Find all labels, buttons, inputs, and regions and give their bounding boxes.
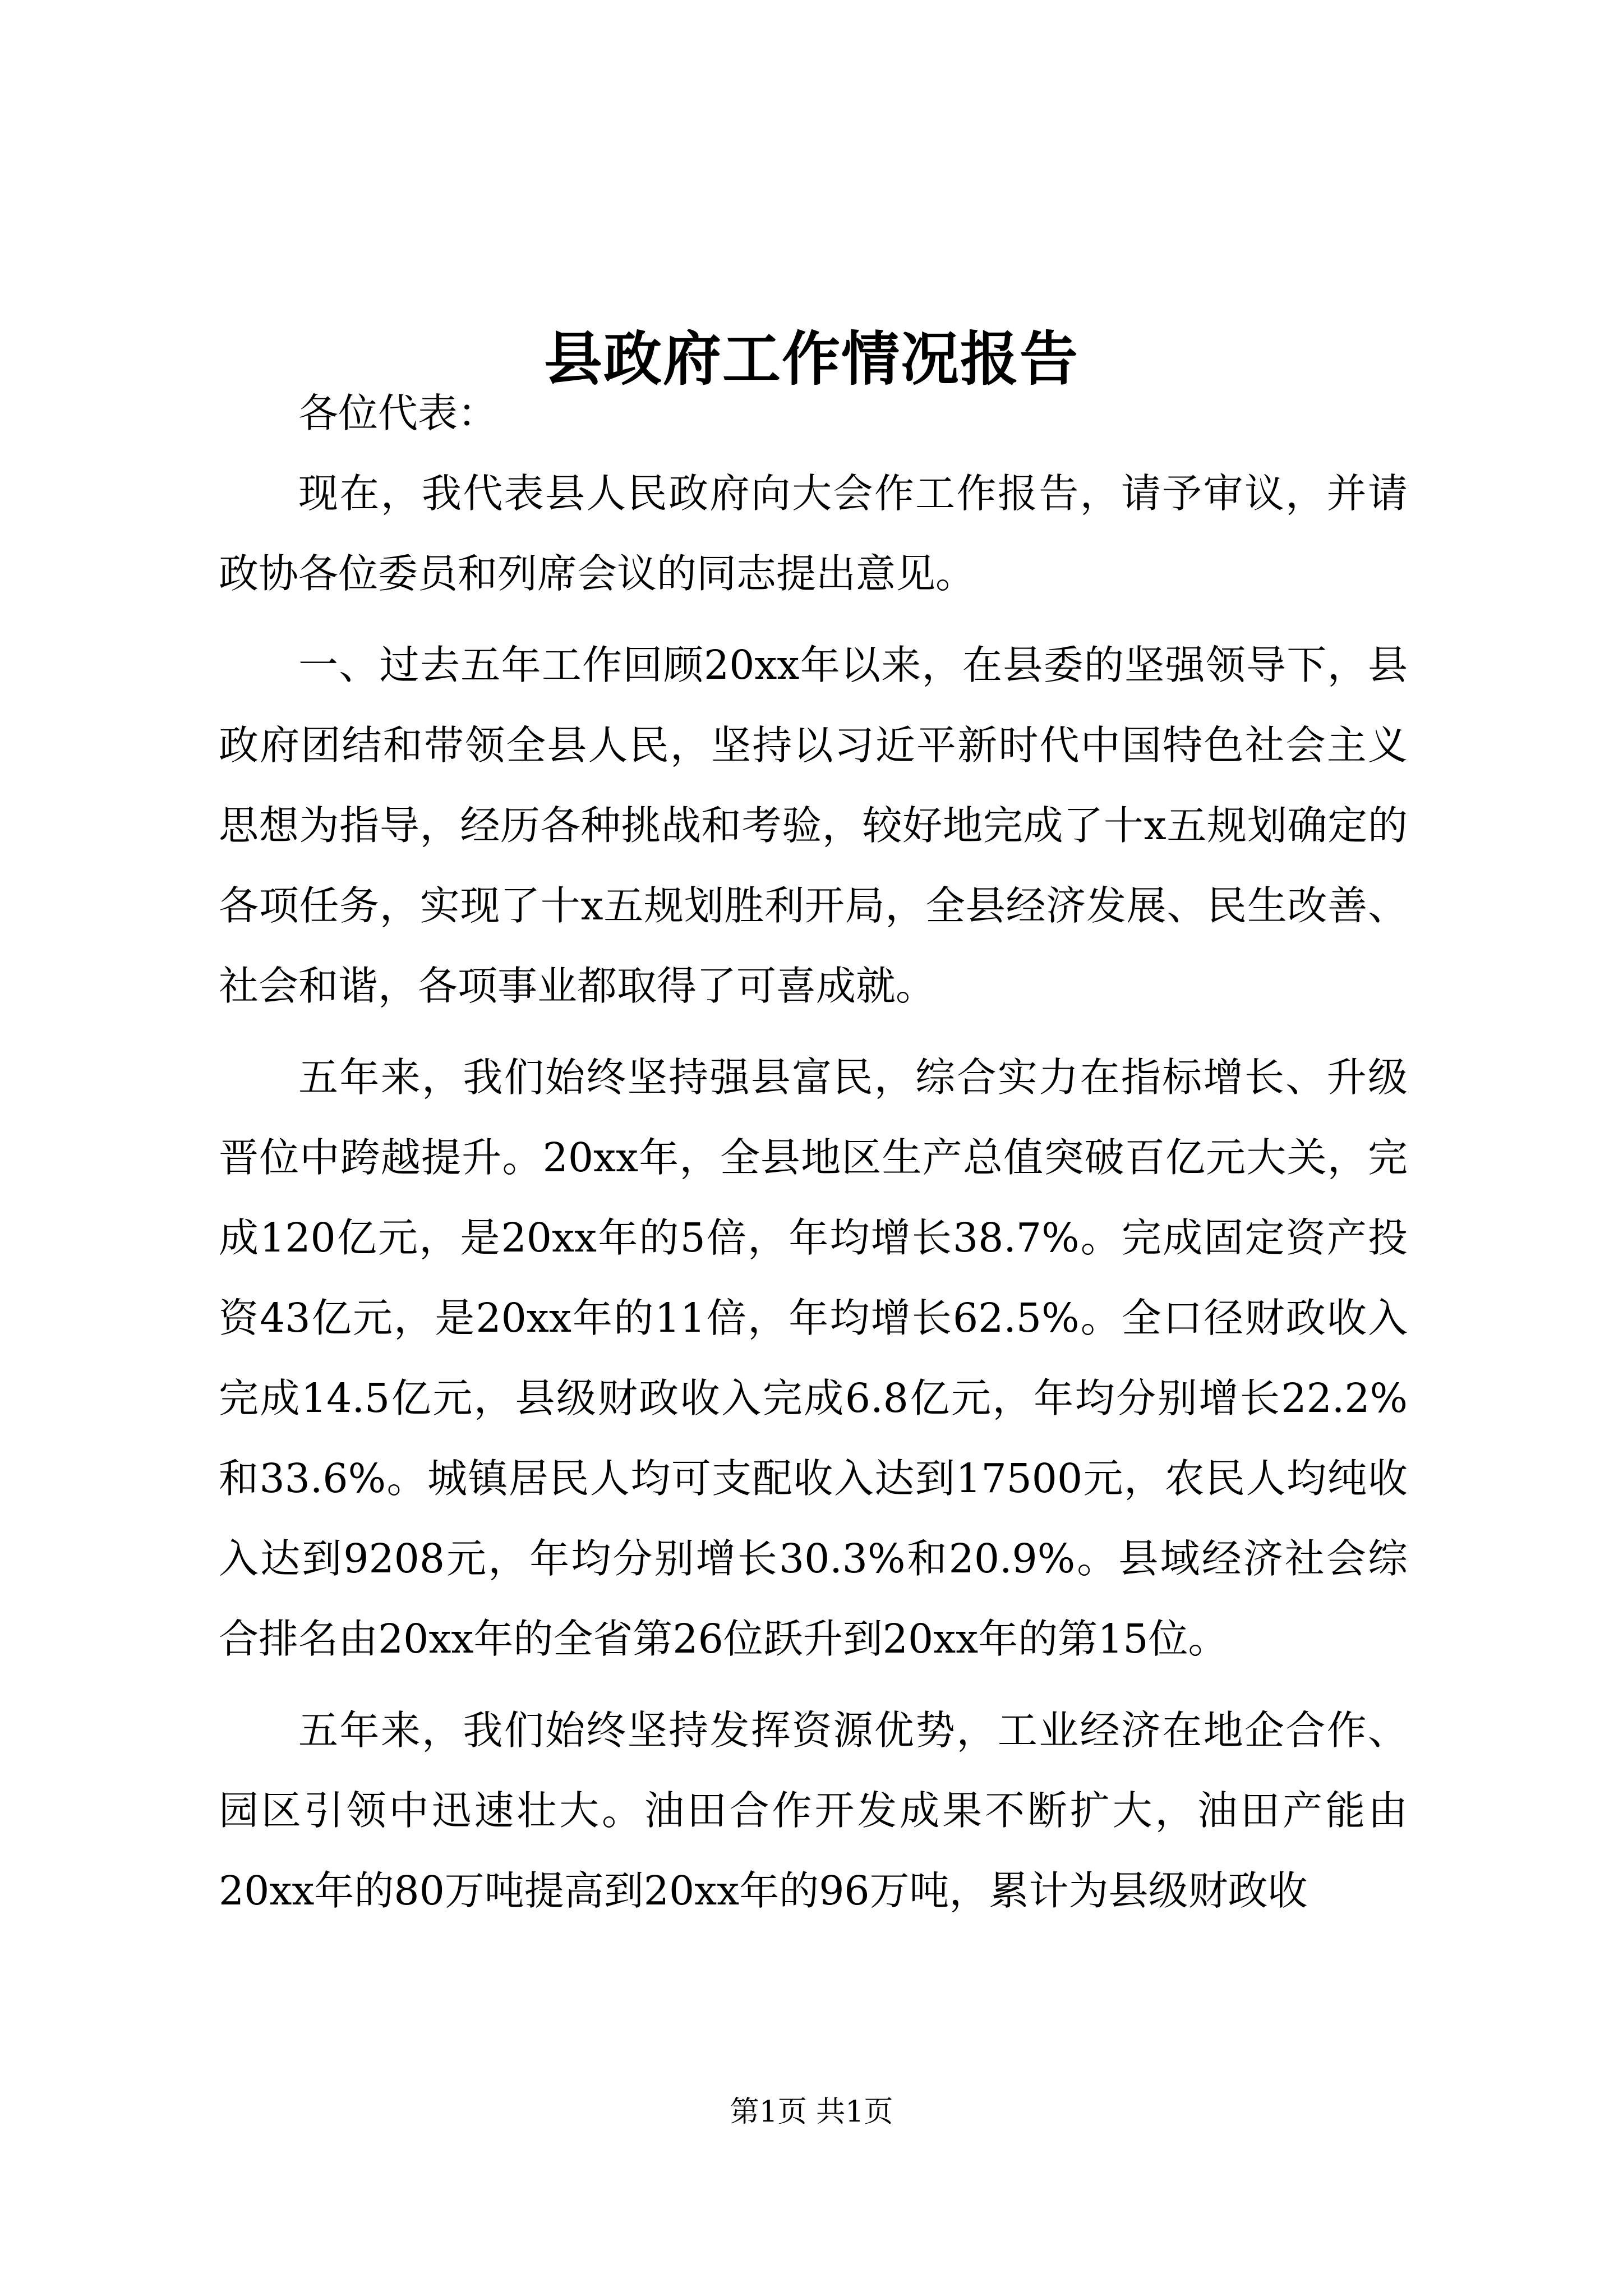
- document-body: [219, 373, 1408, 1942]
- document-title: 县政府工作情况报告: [543, 324, 1079, 393]
- paragraph: 一、过去五年工作回顾20xx年以来，在县委的坚强领导下，县政府团结和带领全县人民，坚持以习近平新时代中国特色社会主义思想为指导，经历各种挑战和考验，较好地完成了十x五规划确定的各项任务，实现了十x五规划胜利开局，全县经济发展、民生改善、社会和谐，各项事业都取得了可喜成就。: [219, 642, 1408, 1009]
- paragraph: 现在，我代表县人民政府向大会作工作报告，请予审议，并请政协各位委员和列席会议的同志提出意见。: [219, 470, 1408, 597]
- paragraph: 五年来，我们始终坚持发挥资源优势，工业经济在地企合作、园区引领中迅速壮大。油田合作开发成果不断扩大，油田产能由20xx年的80万吨提高到20xx年的96万吨，累计为县级财政收: [219, 1707, 1408, 1914]
- paragraph: 五年来，我们始终坚持强县富民，综合实力在指标增长、升级晋位中跨越提升。20xx年，全县地区生产总值突破百亿元大关，完成120亿元，是20xx年的5倍，年均增长38.7%。完成固定资产投资43亿元，是20xx年的11倍，年均增长62.5%。全口径财政收入完成14.5亿元，县级财政收入完成6.8亿元，年均分别增长22.2%和33.6%。城镇居民人均可支配收入达到17500元，农民人均纯收入达到9208元，年均分别增长30.3%和20.9%。县域经济社会综合排名由20xx年的全省第26位跃升到20xx年的第15位。: [219, 1054, 1408, 1662]
- page-footer: 第1页 共1页: [730, 2095, 893, 2129]
- salutation: 各位代表：: [298, 390, 498, 436]
